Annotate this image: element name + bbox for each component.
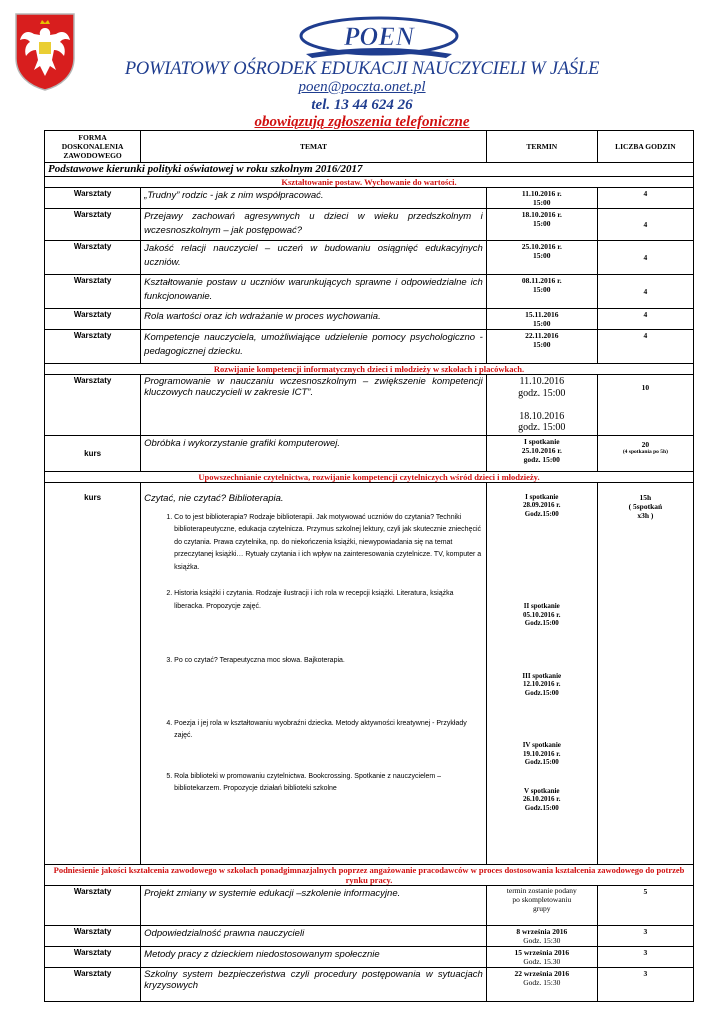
term-cell: 08.11.2016 r. 15:00 bbox=[486, 275, 597, 309]
form-cell: Warsztaty bbox=[45, 885, 141, 925]
section-main-title: Podstawowe kierunki polityki oświatowej w roku szkolnym 2016/2017 bbox=[45, 163, 694, 177]
term-cell: 11.10.2016 r. 15:00 bbox=[486, 188, 597, 209]
hours-note: (4 spotkania po 5h) bbox=[622, 448, 668, 455]
hours-cell: 3 bbox=[597, 925, 693, 946]
list-item: 4. Poezja i jej rola w kształtowaniu wyobraźni dziecka. Metody aktywności kreatywnej - Przykłady zajęć. bbox=[174, 718, 483, 743]
form-cell: kurs bbox=[45, 435, 141, 471]
topic-cell: Jakość relacji nauczyciel – uczeń w budowaniu osiągnięć edukacyjnych uczniów. bbox=[141, 241, 487, 275]
table-row bbox=[45, 885, 694, 925]
table-row bbox=[45, 946, 694, 967]
table-row bbox=[45, 309, 694, 330]
header-form: FORMA DOSKONALENIA ZAWODOWEGO bbox=[45, 131, 141, 163]
topic-cell: Kompetencje nauczyciela, umożliwiające udzielenie pomocy psychologiczno - pedagogicznej dziecku. bbox=[141, 330, 487, 364]
subsection-title: Upowszechnianie czytelnictwa, rozwijanie kompetencji czytelniczych wśród dzieci i młodzieży. bbox=[45, 471, 694, 482]
course-title: Czytać, nie czytać? Biblioterapia. bbox=[144, 492, 284, 504]
form-cell: Warsztaty bbox=[45, 188, 141, 209]
topic-cell: Rola wartości oraz ich wdrażanie w proces wychowania. bbox=[141, 309, 487, 330]
subsection-row bbox=[45, 364, 694, 375]
table-row bbox=[45, 375, 694, 436]
hours-cell: 10 bbox=[597, 375, 693, 436]
table-row bbox=[45, 241, 694, 275]
table-row bbox=[45, 435, 694, 471]
term-cell bbox=[486, 482, 597, 864]
topic-cell: Obróbka i wykorzystanie grafiki komputerowej. bbox=[141, 435, 487, 471]
form-cell: Warsztaty bbox=[45, 967, 141, 1001]
email-link[interactable]: poen@poczta.onet.pl bbox=[298, 79, 426, 95]
term-cell: 22 września 2016 Godz. 15:30 bbox=[486, 967, 597, 1001]
phone-number: tel. 13 44 624 26 bbox=[311, 97, 413, 113]
meeting-date: III spotkanie 12.10.2016 r. Godz.15:00 bbox=[522, 671, 562, 697]
form-cell: Warsztaty bbox=[45, 275, 141, 309]
form-cell: Warsztaty bbox=[45, 209, 141, 241]
form-cell: kurs bbox=[45, 482, 141, 864]
term-cell: I spotkanie 25.10.2016 r. godz. 15:00 bbox=[486, 435, 597, 471]
hours-cell: 4 bbox=[597, 330, 693, 364]
course-topics-list bbox=[144, 512, 483, 796]
logo-text: POEN bbox=[343, 22, 415, 51]
table-row bbox=[45, 330, 694, 364]
subsection-title: Podniesienie jakości kształcenia zawodowego w szkołach ponadgimnazjalnych poprzez angażowanie pracodawców w proces dostosowania kształcenia zawodowego do potrzeb rynku pracy. bbox=[45, 864, 694, 885]
hours-cell: 3 bbox=[597, 946, 693, 967]
term-cell: 8 września 2016 Godz. 15:30 bbox=[486, 925, 597, 946]
term-cell: 15.11.2016 15:00 bbox=[486, 309, 597, 330]
header-topic: TEMAT bbox=[141, 131, 487, 163]
header-term: TERMIN bbox=[486, 131, 597, 163]
poen-logo-icon bbox=[296, 14, 462, 60]
subsection-row bbox=[45, 471, 694, 482]
topic-cell: Przejawy zachowań agresywnych u dzieci w wieku przedszkolnym i wczesnoszkolnym – jak postępować? bbox=[141, 209, 487, 241]
term-cell: 22.11.2016 15:00 bbox=[486, 330, 597, 364]
form-cell: Warsztaty bbox=[45, 241, 141, 275]
form-cell: Warsztaty bbox=[45, 375, 141, 436]
meeting-date: I spotkanie 28.09.2016 r. Godz.15:00 bbox=[523, 492, 561, 518]
phone-registration-notice: obowiązują zgłoszenia telefoniczne bbox=[254, 114, 470, 130]
list-item: 1. Co to jest biblioterapia? Rodzaje biblioterapii. Jak motywować uczniów do czytania? Techniki biblioterapeutyczne, edukacja czytelnicza. Przymus szkolnej lektury, czyli jak skutecznie zniechęcić do czytania. Prawa czytelnika, np. do niekończenia książki, niewypowiadania się na temat przeczytanej książki… Rytuały czytania i ich wpływ na zainteresowania czytelnicze. TV, komputer a książka. bbox=[174, 512, 483, 575]
table-header-row bbox=[45, 131, 694, 163]
term-cell: 15 września 2016 Godz. 15.30 bbox=[486, 946, 597, 967]
table-row bbox=[45, 209, 694, 241]
institution-name: POWIATOWY OŚRODEK EDUKACJI NAUCZYCIELI W JAŚLE bbox=[124, 59, 600, 79]
hours-cell: 4 bbox=[597, 275, 693, 309]
form-cell: Warsztaty bbox=[45, 925, 141, 946]
topic-cell: Szkolny system bezpieczeństwa czyli procedury postępowania w sytuacjach kryzysowych bbox=[141, 967, 487, 1001]
topic-cell: Projekt zmiany w systemie edukacji –szkolenie informacyjne. bbox=[141, 885, 487, 925]
topic-cell: Programowanie w nauczaniu wczesnoszkolnym – zwiększenie kompetencji kluczowych nauczycieli w zakresie ICT”. bbox=[141, 375, 487, 436]
form-cell: Warsztaty bbox=[45, 330, 141, 364]
topic-cell: Metody pracy z dzieckiem niedostosowanym społecznie bbox=[141, 946, 487, 967]
table-row bbox=[45, 188, 694, 209]
hours-cell: 5 bbox=[597, 885, 693, 925]
hours-cell: 4 bbox=[597, 209, 693, 241]
table-row bbox=[45, 967, 694, 1001]
header-hours: LICZBA GODZIN bbox=[597, 131, 693, 163]
term-cell: termin zostanie podany po skompletowaniu grupy bbox=[486, 885, 597, 925]
subsection-title: Rozwijanie kompetencji informatycznych dzieci i młodzieży w szkołach i placówkach. bbox=[45, 364, 694, 375]
form-cell: Warsztaty bbox=[45, 309, 141, 330]
hours-cell: 4 bbox=[597, 309, 693, 330]
term-cell: 18.10.2016 r. 15:00 bbox=[486, 209, 597, 241]
hours-cell: 20 (4 spotkania po 5h) bbox=[597, 435, 693, 471]
term-cell: 25.10.2016 r. 15:00 bbox=[486, 241, 597, 275]
subsection-row bbox=[45, 177, 694, 188]
hours-cell: 15h ( 5spotkań x3h ) bbox=[597, 482, 693, 864]
meeting-date: II spotkanie 05.10.2016 r. Godz.15:00 bbox=[523, 602, 561, 627]
subsection-row bbox=[45, 864, 694, 885]
list-item: 5. Rola biblioteki w promowaniu czytelnictwa. Bookcrossing. Spotkanie z nauczycielem – bibliotekarzem. Propozycje działań biblioteki szkolne bbox=[174, 771, 483, 796]
topic-cell: Kształtowanie postaw u uczniów warunkujących sprawne i odpowiedzialne ich funkcjonowanie. bbox=[141, 275, 487, 309]
table-row bbox=[45, 482, 694, 864]
hours-cell: 4 bbox=[597, 188, 693, 209]
table-row bbox=[45, 925, 694, 946]
list-item: 2. Historia książki i czytania. Rodzaje ilustracji i ich rola w recepcji książki. Literatura, książka liberacka. Propozycje zajęć. bbox=[174, 588, 483, 613]
topic-cell: Odpowiedzialność prawna nauczycieli bbox=[141, 925, 487, 946]
form-cell: Warsztaty bbox=[45, 946, 141, 967]
training-schedule-table bbox=[44, 130, 694, 1002]
hours-cell: 4 bbox=[597, 241, 693, 275]
topic-cell: „Trudny” rodzic - jak z nim współpracować. bbox=[141, 188, 487, 209]
meeting-date: IV spotkanie 19.10.2016 r. Godz.15:00 bbox=[522, 741, 561, 766]
meeting-date: V spotkanie 26.10.2016 r. Godz.15:00 bbox=[523, 786, 561, 812]
hours-cell: 3 bbox=[597, 967, 693, 1001]
topic-cell bbox=[141, 482, 487, 864]
term-cell: 11.10.2016 godz. 15:00 18.10.2016 godz. 15:00 bbox=[486, 375, 597, 436]
table-row bbox=[45, 275, 694, 309]
subsection-title: Kształtowanie postaw. Wychowanie do wartości. bbox=[45, 177, 694, 188]
list-item: 3. Po co czytać? Terapeutyczna moc słowa. Bajkoterapia. bbox=[174, 655, 483, 668]
section-row bbox=[45, 163, 694, 177]
